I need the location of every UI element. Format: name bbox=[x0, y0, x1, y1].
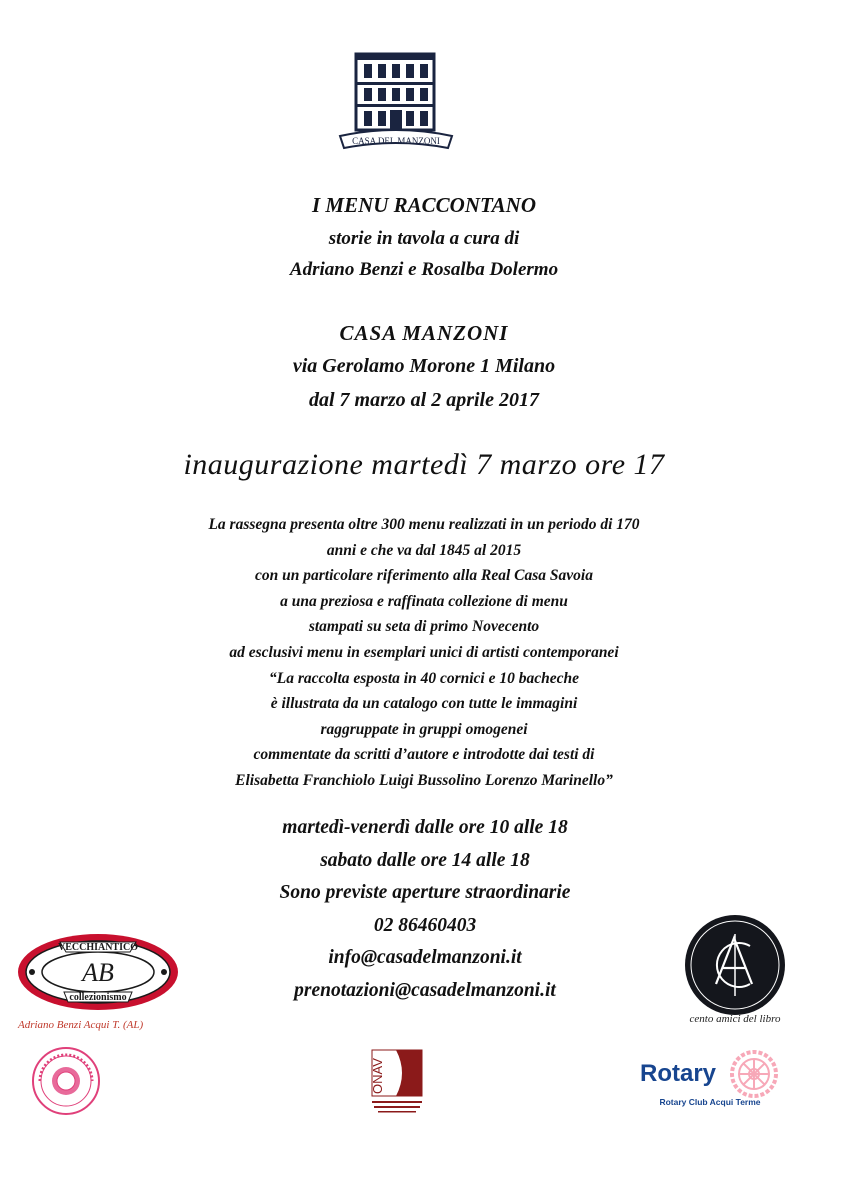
exhibition-title: I MENU RACCONTANO bbox=[311, 193, 537, 217]
association-seal-logo bbox=[30, 1045, 102, 1117]
onav-text: ONAV bbox=[370, 1058, 385, 1094]
vecchiantico-top-text: VECCHIANTICO bbox=[57, 942, 139, 953]
vecchiantico-logo bbox=[14, 930, 184, 1030]
description-line: Elisabetta Franchiolo Luigi Bussolino Lorenzo Marinello” bbox=[235, 771, 613, 789]
description-line: a una preziosa e raffinata collezione di menu bbox=[280, 592, 568, 610]
description-line: con un particolare riferimento alla Real Casa Savoia bbox=[254, 567, 593, 585]
description-block bbox=[60, 512, 788, 794]
description-line: “La raccolta esposta in 40 cornici e 10 bacheche bbox=[269, 669, 579, 687]
info-email-link[interactable]: info@casadelmanzoni.it bbox=[328, 947, 522, 968]
exhibition-subtitle: storie in tavola a cura di bbox=[328, 228, 520, 249]
hours-extra: Sono previste aperture straordinarie bbox=[279, 882, 571, 903]
vecchiantico-monogram: AB bbox=[82, 958, 114, 987]
rotary-wordmark: Rotary bbox=[640, 1060, 717, 1087]
casa-manzoni-logo bbox=[334, 40, 458, 160]
description-line: stampati su seta di primo Novecento bbox=[308, 618, 540, 636]
venue-name: CASA MANZONI bbox=[339, 321, 509, 345]
opening-info bbox=[150, 812, 700, 1007]
vecchiantico-bottom-text: collezionismo bbox=[69, 992, 127, 1003]
rotary-wheel-icon bbox=[728, 1048, 780, 1100]
cento-amici-caption: cento amici del libro bbox=[689, 1013, 781, 1025]
exhibition-dates: dal 7 marzo al 2 aprile 2017 bbox=[308, 389, 539, 411]
description-line: La rassegna presenta oltre 300 menu realizzati in un periodo di 170 bbox=[208, 516, 640, 533]
hours-saturday: sabato dalle ore 14 alle 18 bbox=[320, 849, 530, 871]
description-line: è illustrata da un catalogo con tutte le immagini bbox=[270, 695, 578, 713]
description-line: anni e che va dal 1845 al 2015 bbox=[326, 541, 522, 559]
venue-address: via Gerolamo Morone 1 Milano bbox=[292, 355, 556, 377]
phone-number[interactable]: 02 86460403 bbox=[373, 914, 477, 936]
description-line: commentate da scritti d’autore e introdotte dai testi di bbox=[253, 746, 595, 764]
casa-manzoni-logo-label: CASA DEL MANZONI bbox=[352, 136, 440, 146]
hours-weekday: martedì-venerdì dalle ore 10 alle 18 bbox=[282, 817, 568, 838]
rotary-caption: Rotary Club Acqui Terme bbox=[659, 1097, 761, 1107]
description-line: raggruppate in gruppi omogenei bbox=[320, 720, 528, 738]
onav-logo bbox=[362, 1046, 426, 1118]
exhibition-authors: Adriano Benzi e Rosalba Dolermo bbox=[289, 259, 559, 280]
description-line: ad esclusivi menu in esemplari unici di artisti contemporanei bbox=[229, 643, 619, 661]
cento-amici-logo bbox=[682, 912, 788, 1018]
booking-email-link[interactable]: prenotazioni@casadelmanzoni.it bbox=[294, 979, 556, 1001]
vecchiantico-caption: Adriano Benzi Acqui T. (AL) bbox=[18, 1019, 144, 1031]
inauguration-line: inaugurazione martedì 7 marzo ore 17 bbox=[183, 448, 665, 481]
